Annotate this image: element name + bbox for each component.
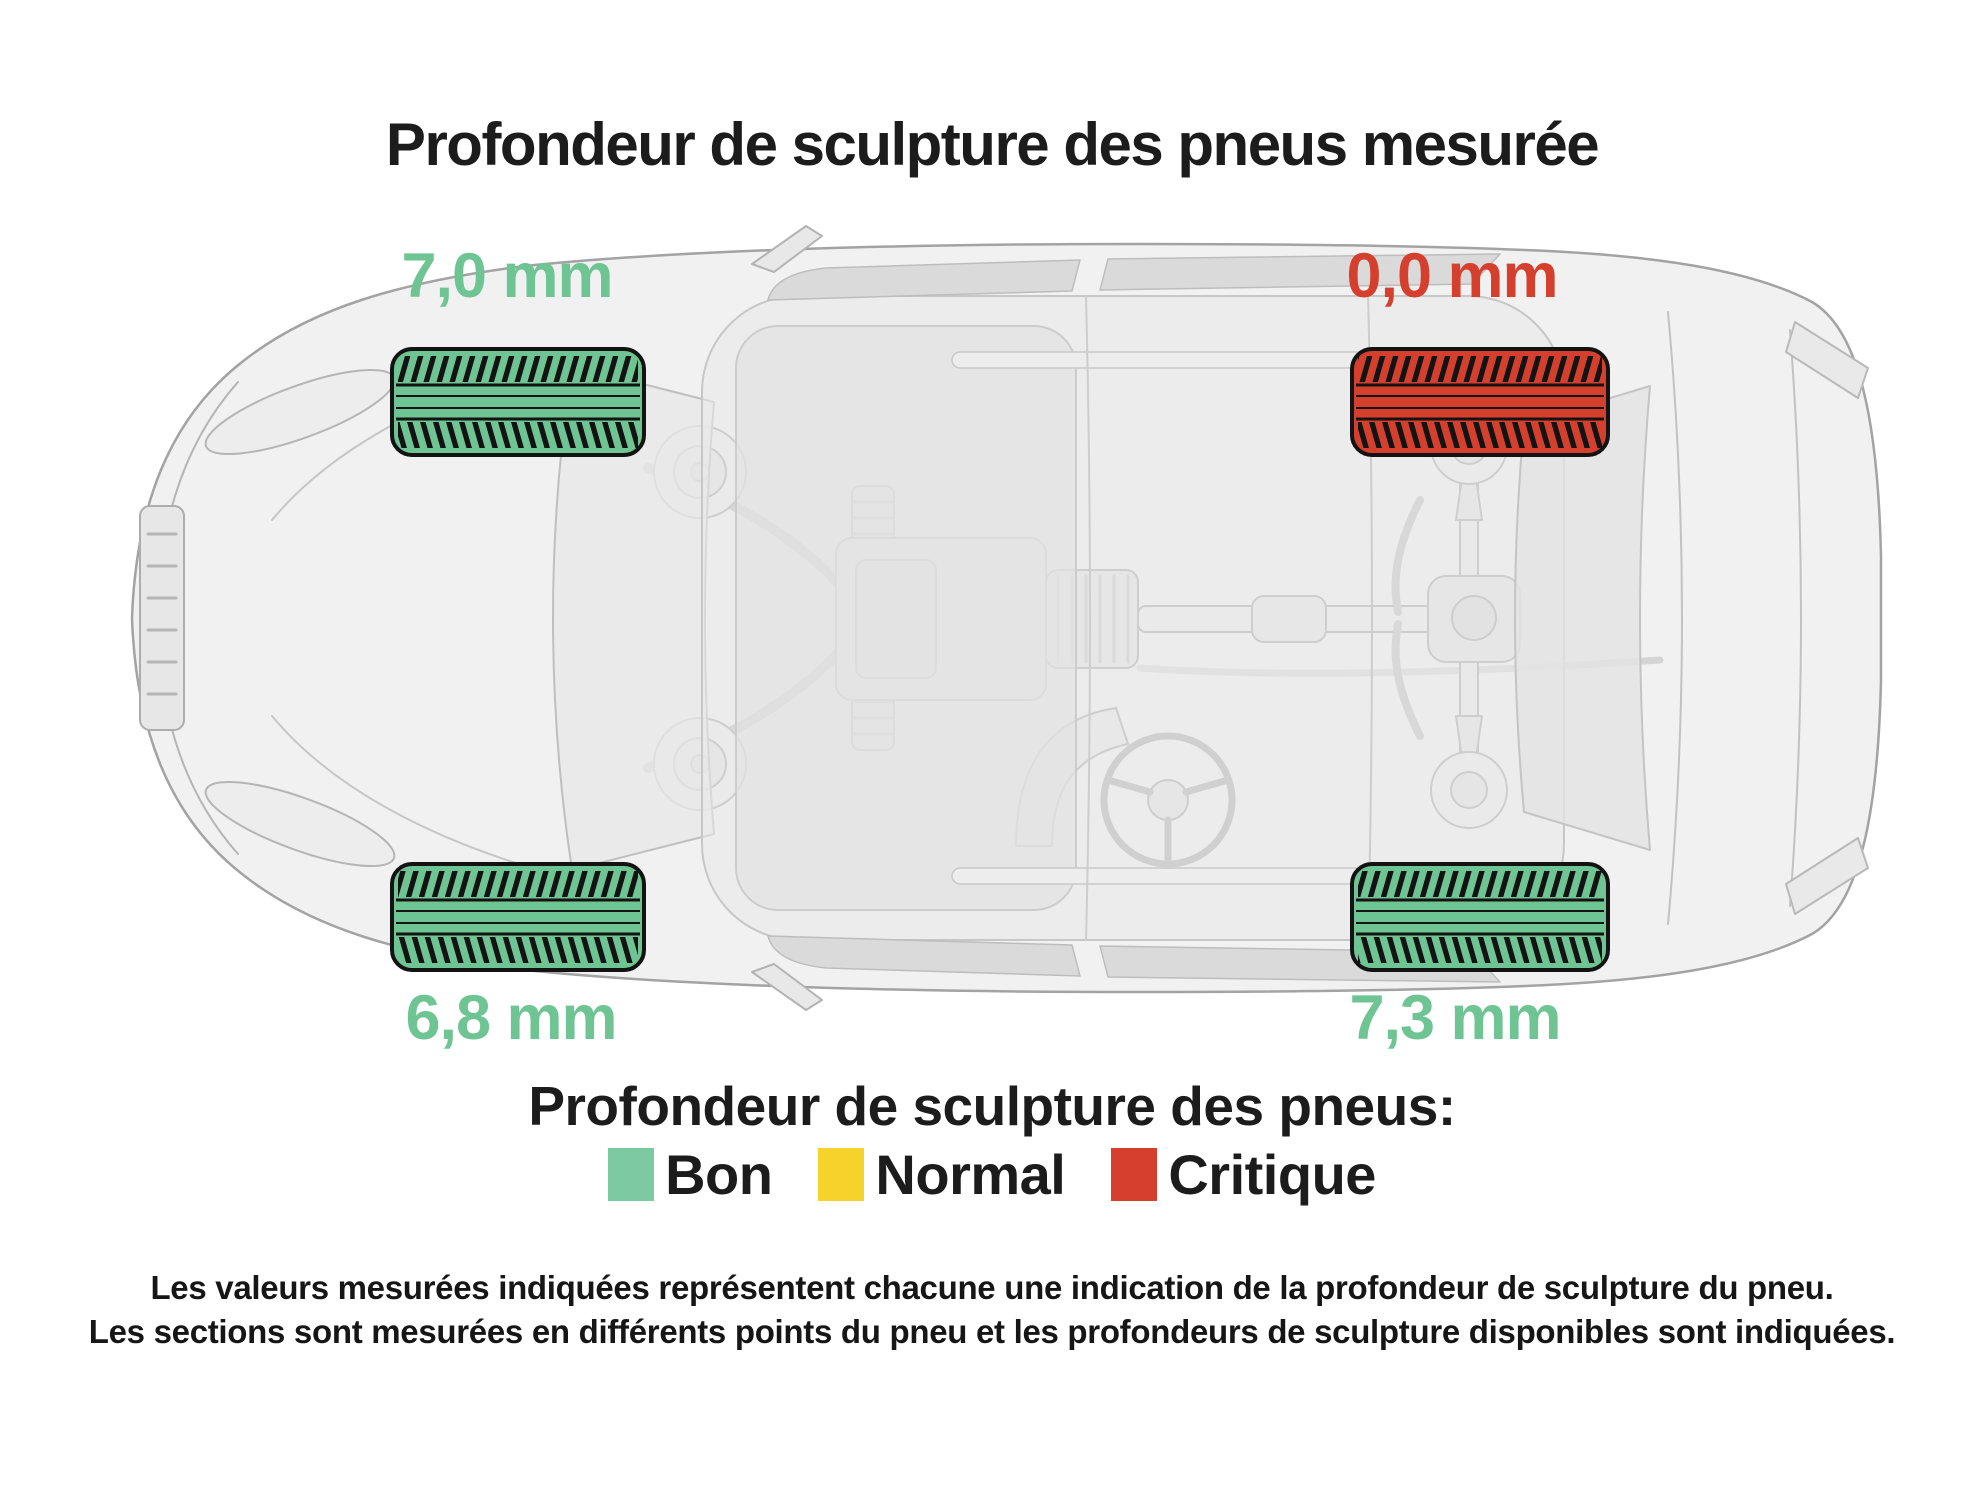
front-grille <box>140 506 184 730</box>
tire-rear-left <box>392 864 644 970</box>
legend-swatch-bon <box>608 1148 654 1201</box>
tread-depth-front-left: 7,0 mm <box>401 241 613 311</box>
legend-swatch-critique <box>1111 1148 1157 1201</box>
legend-label-normal: Normal <box>875 1143 1066 1206</box>
tire-front-left <box>392 349 644 455</box>
legend-item-critique <box>1111 1143 1376 1206</box>
footnote <box>0 1266 1984 1354</box>
legend-swatch-normal <box>818 1148 864 1201</box>
legend-item-bon <box>608 1143 773 1206</box>
footnote-line-2: Les sections sont mesurées en différents points du pneu et les profondeurs de sculpture disponibles sont indiquées. <box>88 1313 1896 1350</box>
legend <box>0 1143 1984 1206</box>
tread-depth-front-right: 0,0 mm <box>1346 241 1558 311</box>
footnote-line-1: Les valeurs mesurées indiquées représentent chacune une indication de la profondeur de sculpture du pneu. <box>150 1269 1834 1306</box>
legend-heading: Profondeur de sculpture des pneus: <box>528 1075 1456 1137</box>
tread-depth-rear-right: 7,3 mm <box>1349 983 1561 1053</box>
legend-label-critique: Critique <box>1168 1143 1376 1206</box>
front-roof-glass <box>736 326 1076 910</box>
tire-rear-right <box>1352 864 1608 970</box>
page-title: Profondeur de sculpture des pneus mesurée <box>385 111 1599 178</box>
legend-label-bon: Bon <box>665 1143 773 1206</box>
legend-item-normal <box>818 1143 1066 1206</box>
tire-front-right <box>1352 349 1608 455</box>
tread-depth-rear-left: 6,8 mm <box>405 983 617 1053</box>
